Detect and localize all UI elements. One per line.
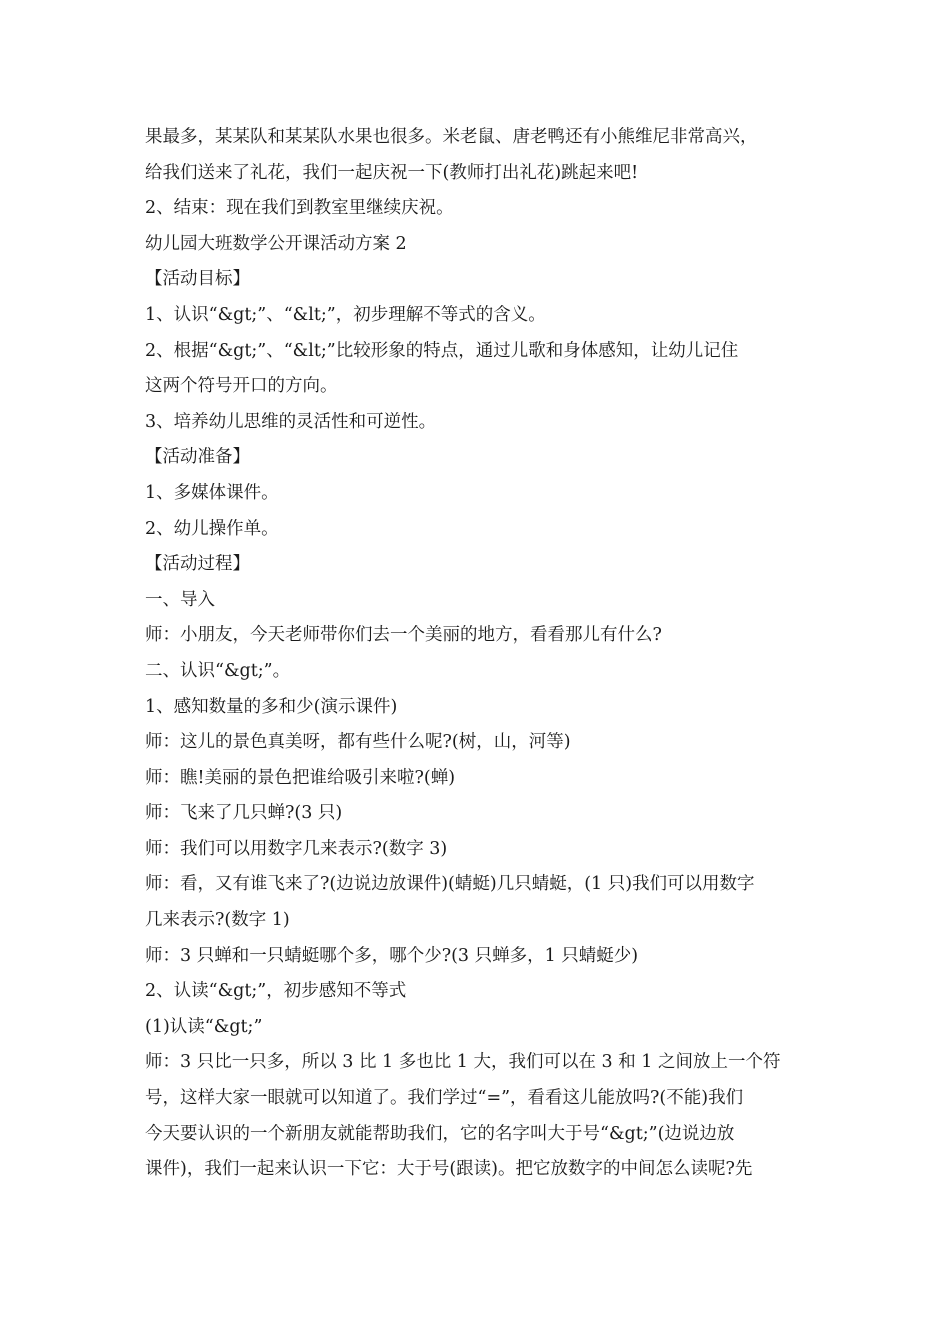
section-heading-process: 【活动过程】 xyxy=(145,554,250,575)
text-line: 师：瞧!美丽的景色把谁给吸引来啦?(蝉) xyxy=(145,767,456,788)
text-line: 几来表示?(数字 1) xyxy=(145,910,290,931)
text-line: (1)认读“&gt;” xyxy=(145,1016,263,1037)
text-line: 师：3 只比一只多，所以 3 比 1 多也比 1 大，我们可以在 3 和 1 之间放上一个符 xyxy=(145,1052,781,1073)
text-line: 师：飞来了几只蝉?(3 只) xyxy=(145,803,343,824)
text-line: 号，这样大家一眼就可以知道了。我们学过“=”，看看这儿能放吗?(不能)我们 xyxy=(145,1088,744,1109)
text-line: 果最多，某某队和某某队水果也很多。米老鼠、唐老鸭还有小熊维尼非常高兴， xyxy=(145,127,758,147)
text-line: 今天要认识的一个新朋友就能帮助我们，它的名字叫大于号“&gt;”(边说边放 xyxy=(145,1123,735,1144)
text-line: 2、结束：现在我们到教室里继续庆祝。 xyxy=(145,198,454,219)
text-line: 1、多媒体课件。 xyxy=(145,482,279,503)
text-line: 2、幼儿操作单。 xyxy=(145,518,279,539)
text-line: 师：这儿的景色真美呀，都有些什么呢?(树，山，河等) xyxy=(145,732,571,753)
text-line: 课件)，我们一起来认识一下它：大于号(跟读)。把它放数字的中间怎么读呢?先 xyxy=(145,1159,753,1180)
text-line: 2、根据“&gt;”、“&lt;”比较形象的特点，通过儿歌和身体感知，让幼儿记住 xyxy=(145,340,739,361)
text-line: 给我们送来了礼花，我们一起庆祝一下(教师打出礼花)跳起来吧! xyxy=(145,162,639,183)
text-line: 师：小朋友，今天老师带你们去一个美丽的地方，看看那儿有什么? xyxy=(145,625,662,646)
text-line: 师：3 只蝉和一只蜻蜓哪个多，哪个少?(3 只蝉多，1 只蜻蜓少) xyxy=(145,945,639,966)
section-heading-goals: 【活动目标】 xyxy=(145,269,250,290)
text-line: 师：我们可以用数字几来表示?(数字 3) xyxy=(145,838,448,859)
text-line: 二、认识“&gt;”。 xyxy=(145,660,291,681)
section-heading-preparation: 【活动准备】 xyxy=(145,447,250,468)
text-line: 这两个符号开口的方向。 xyxy=(145,376,338,397)
text-line: 师：看，又有谁飞来了?(边说边放课件)(蜻蜓)几只蜻蜓，(1 只)我们可以用数字 xyxy=(145,874,755,895)
text-line: 3、培养幼儿思维的灵活性和可逆性。 xyxy=(145,411,437,432)
text-line: 1、感知数量的多和少(演示课件) xyxy=(145,696,398,717)
section-title: 幼儿园大班数学公开课活动方案 2 xyxy=(145,233,407,254)
text-line: 一、导入 xyxy=(145,589,215,610)
document-body xyxy=(145,120,825,1188)
text-line: 2、认读“&gt;”，初步感知不等式 xyxy=(145,981,407,1002)
text-line: 1、认识“&gt;”、“&lt;”，初步理解不等式的含义。 xyxy=(145,304,546,325)
